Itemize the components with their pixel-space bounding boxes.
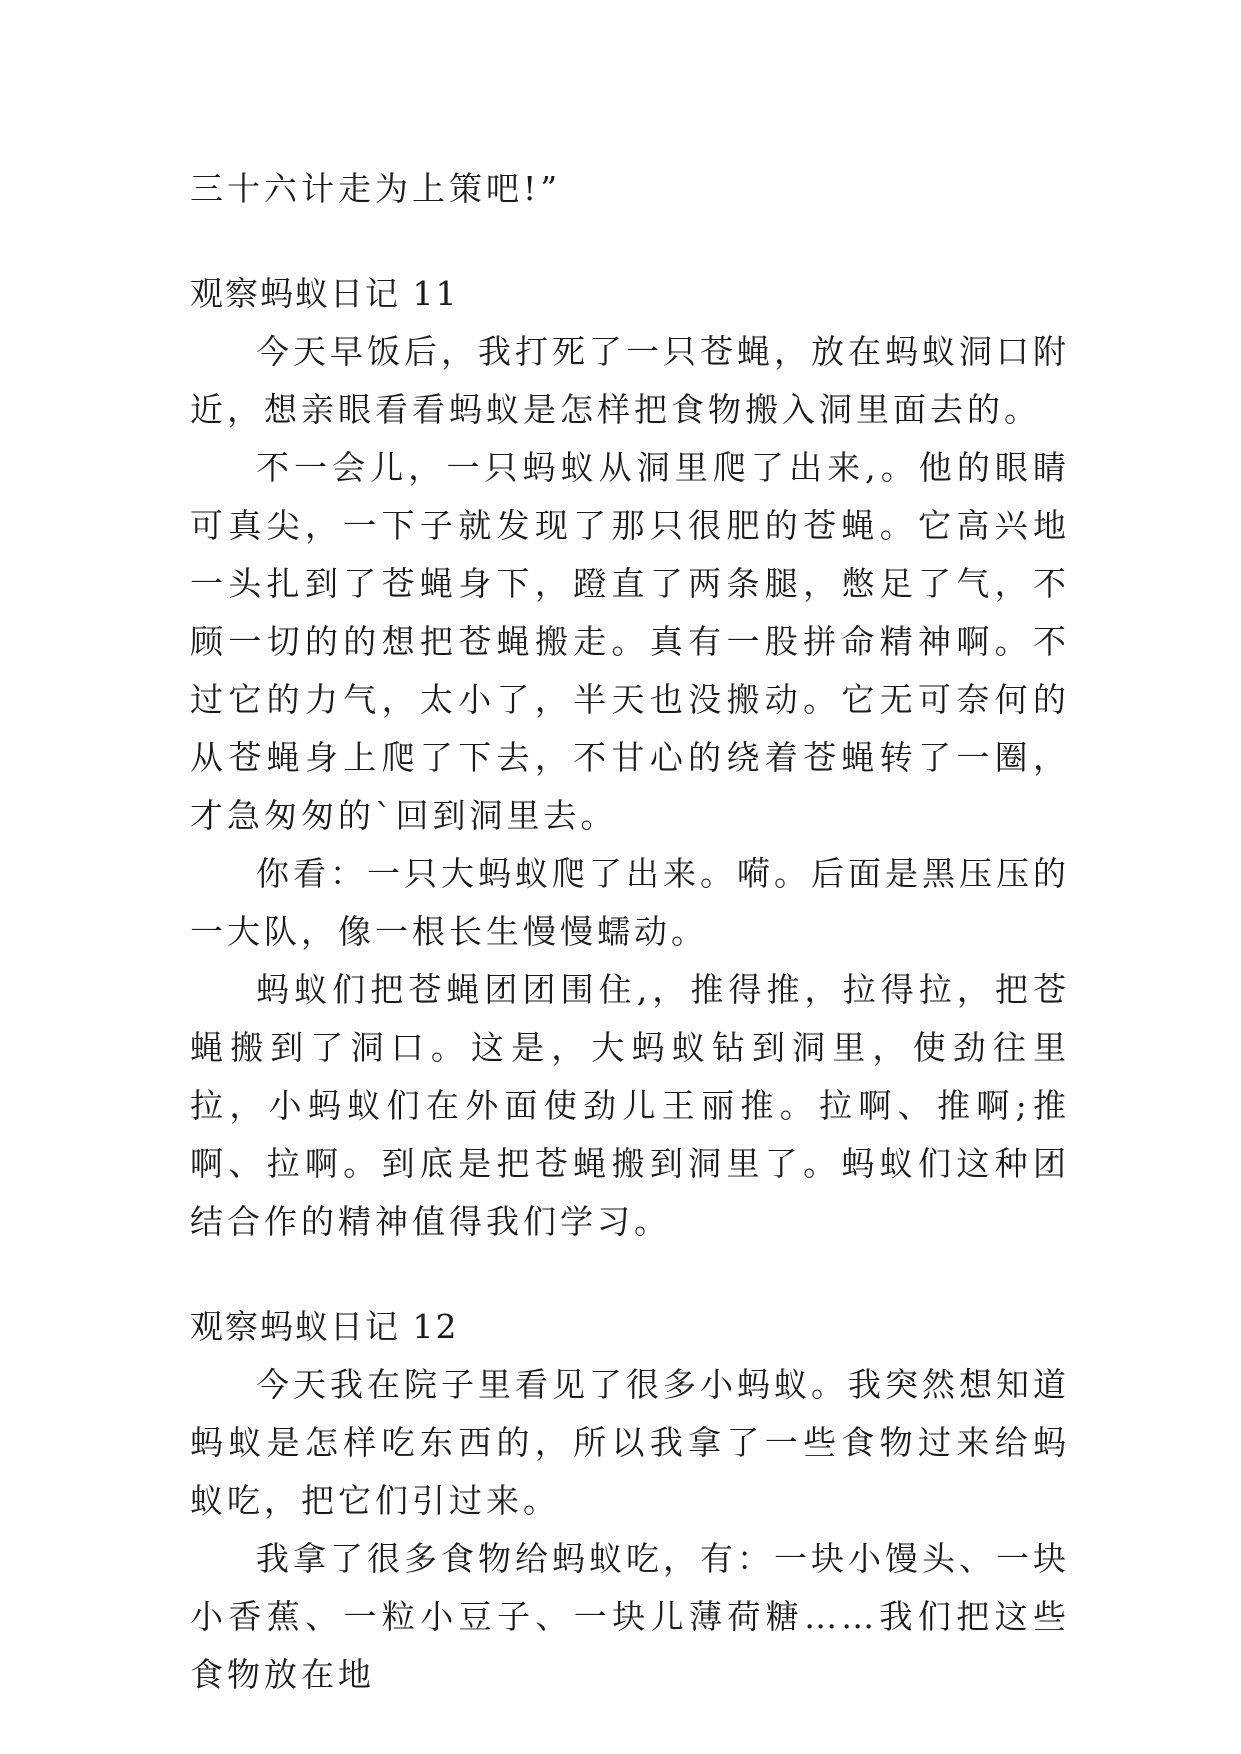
diary-entry-11: [190, 265, 1070, 1251]
entry-paragraph: 今天我在院子里看见了很多小蚂蚁。我突然想知道蚂蚁是怎样吃东西的，所以我拿了一些食物过来给蚂蚁吃，把它们引过来。: [190, 1365, 1070, 1520]
entry-heading: 观察蚂蚁日记 11: [190, 274, 459, 313]
diary-entry-12: [190, 1298, 1070, 1704]
section-gap: [190, 218, 1070, 265]
entry-heading: 观察蚂蚁日记 12: [190, 1307, 459, 1346]
entry-paragraph: 我拿了很多食物给蚂蚁吃，有：一块小馒头、一块小香蕉、一粒小豆子、一块儿薄荷糖……我们把这些食物放在地: [190, 1539, 1070, 1694]
entry-paragraph: 蚂蚁们把苍蝇团团围住,，推得推，拉得拉，把苍蝇搬到了洞口。这是，大蚂蚁钻到洞里，使劲往里拉，小蚂蚁们在外面使劲儿王丽推。拉啊、推啊;推啊、拉啊。到底是把苍蝇搬到洞里了。蚂蚁们这种团结合作的精神值得我们学习。: [190, 970, 1070, 1241]
entry-paragraph: 今天早饭后，我打死了一只苍蝇，放在蚂蚁洞口附近，想亲眼看看蚂蚁是怎样把食物搬入洞里面去的。: [190, 332, 1070, 429]
document-body: [190, 160, 1070, 1704]
section-gap: [190, 1251, 1070, 1298]
entry-paragraph: 不一会儿，一只蚂蚁从洞里爬了出来,。他的眼睛可真尖，一下子就发现了那只很肥的苍蝇。它高兴地一头扎到了苍蝇身下，蹬直了两条腿，憋足了气，不顾一切的的想把苍蝇搬走。真有一股拼命精神啊。不过它的力气，太小了，半天也没搬动。它无可奈何的从苍蝇身上爬了下去，不甘心的绕着苍蝇转了一圈，才急匆匆的`回到洞里去。: [190, 448, 1070, 835]
continued-text-line: 三十六计走为上策吧!”: [190, 169, 562, 208]
entry-paragraph: 你看：一只大蚂蚁爬了出来。嗬。后面是黑压压的一大队，像一根长生慢慢蠕动。: [190, 854, 1070, 951]
